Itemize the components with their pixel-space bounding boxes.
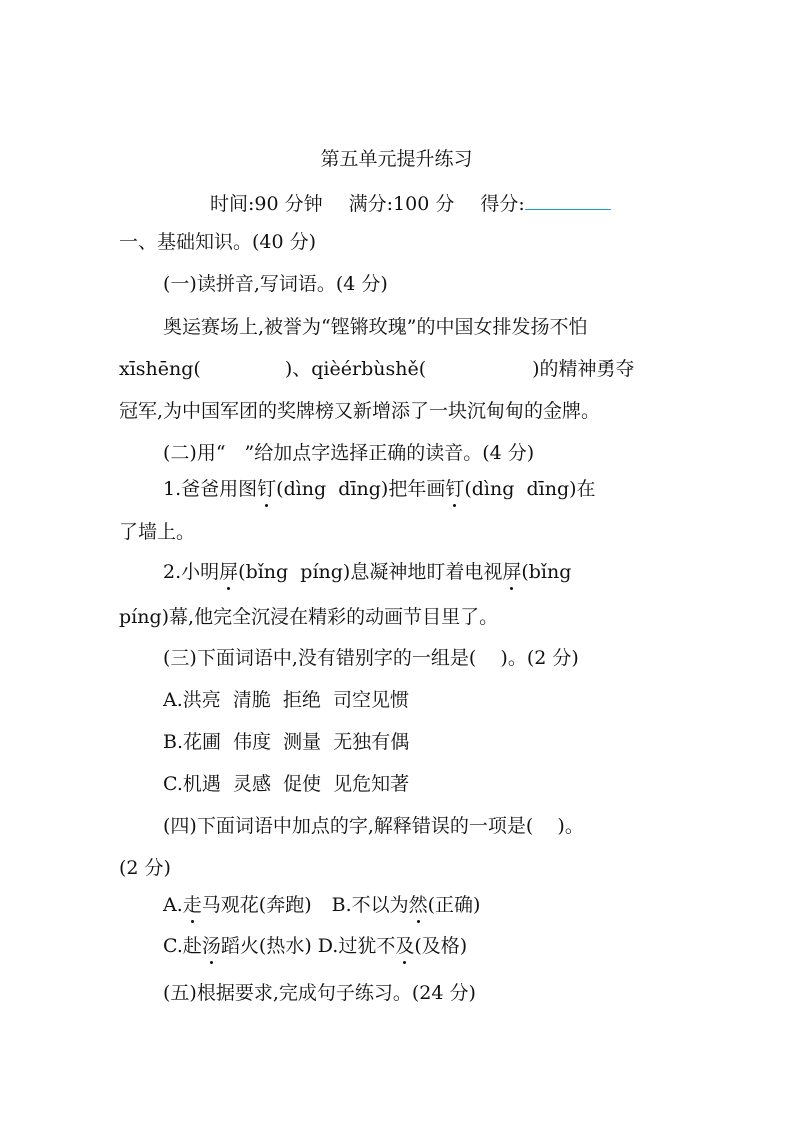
score-blank[interactable] (525, 189, 611, 210)
part3-option-a: A.洪亮 清脆 拒绝 司空见惯 (163, 689, 409, 711)
q1-text-c: (dìng dīng)在 (464, 478, 596, 500)
part4-optB-post: (正确) (427, 894, 481, 916)
part1-text-line1: 奥运赛场上,被誉为“铿锵玫瑰”的中国女排发扬不怕 (163, 316, 588, 338)
part3-option-c: C.机遇 灵感 促使 见危知著 (163, 773, 410, 795)
q2-dotted-char-1: 屏 (219, 561, 239, 583)
score-label: 得分: (480, 193, 525, 215)
part4-optA-post: 马观花(奔跑) (201, 894, 312, 916)
part2-q2-cont: píng)幕,他完全沉浸在精彩的动画节目里了。 (119, 606, 499, 628)
part2-q2 (163, 560, 571, 584)
part3-heading: (三)下面词语中,没有错别字的一组是( )。(2 分) (163, 647, 579, 669)
part4-optC-dotted-char: 汤 (201, 935, 221, 957)
pinyin-qieerbushe: )、qièérbùshě( (284, 358, 427, 380)
q2-text-a: 2.小明 (163, 561, 220, 583)
part1-heading: (一)读拼音,写词语。(4 分) (163, 273, 388, 295)
part1-text-line2 (119, 357, 635, 381)
part4-optD-pre: D.过犹不 (317, 935, 396, 957)
part2-q1-cont: 了墙上。 (119, 521, 196, 543)
part4-optD-dotted-char: 及 (395, 935, 415, 957)
part4-optA-pre: A. (163, 894, 183, 916)
section-heading: 一、基础知识。(40 分) (119, 231, 317, 253)
q1-dotted-char-2: 钉 (445, 478, 465, 500)
q1-text-a: 1.爸爸用图 (163, 478, 258, 500)
q2-text-c: (bǐng (521, 561, 572, 583)
part4-optC-pre: C.赴 (163, 935, 202, 957)
exam-full-score: 满分:100 分 (348, 193, 455, 215)
exam-info (210, 189, 611, 213)
part2-heading (163, 441, 534, 465)
part4-optB-pre: B.不以为 (331, 894, 409, 916)
part4-heading-cont: (2 分) (119, 857, 171, 879)
part4-optB-dotted-char: 然 (408, 894, 428, 916)
exam-time: 时间:90 分钟 (210, 193, 323, 215)
page-title: 第五单元提升练习 (320, 148, 473, 170)
part1-text-line3: 冠军,为中国军团的奖牌榜又新增添了一块沉甸甸的金牌。 (119, 400, 601, 422)
pinyin-xisheng: xīshēng( (119, 358, 201, 380)
text-line2-end: )的精神勇夺 (532, 358, 635, 380)
q2-dotted-char-2: 屏 (502, 561, 522, 583)
part2-q1 (163, 477, 596, 501)
part2-heading-end: ”给加点字选择正确的读音。(4 分) (244, 442, 535, 464)
q2-text-b: (bǐng píng)息凝神地盯着电视 (238, 561, 503, 583)
part2-heading-start: (二)用“ (163, 442, 226, 464)
part5-heading: (五)根据要求,完成句子练习。(24 分) (163, 982, 476, 1004)
part4-heading: (四)下面词语中加点的字,解释错误的一项是( )。 (163, 815, 584, 837)
part4-options-cd (163, 934, 467, 958)
q1-dotted-char-1: 钉 (257, 478, 277, 500)
part3-option-b: B.花圃 伟度 测量 无独有偶 (163, 731, 410, 753)
part4-optD-post: (及格) (414, 935, 468, 957)
part4-optA-dotted-char: 走 (182, 894, 202, 916)
q1-text-b: (dìng dīng)把年画 (276, 478, 446, 500)
part4-optC-post: 蹈火(热水) (220, 935, 312, 957)
part4-options-ab (163, 893, 480, 917)
